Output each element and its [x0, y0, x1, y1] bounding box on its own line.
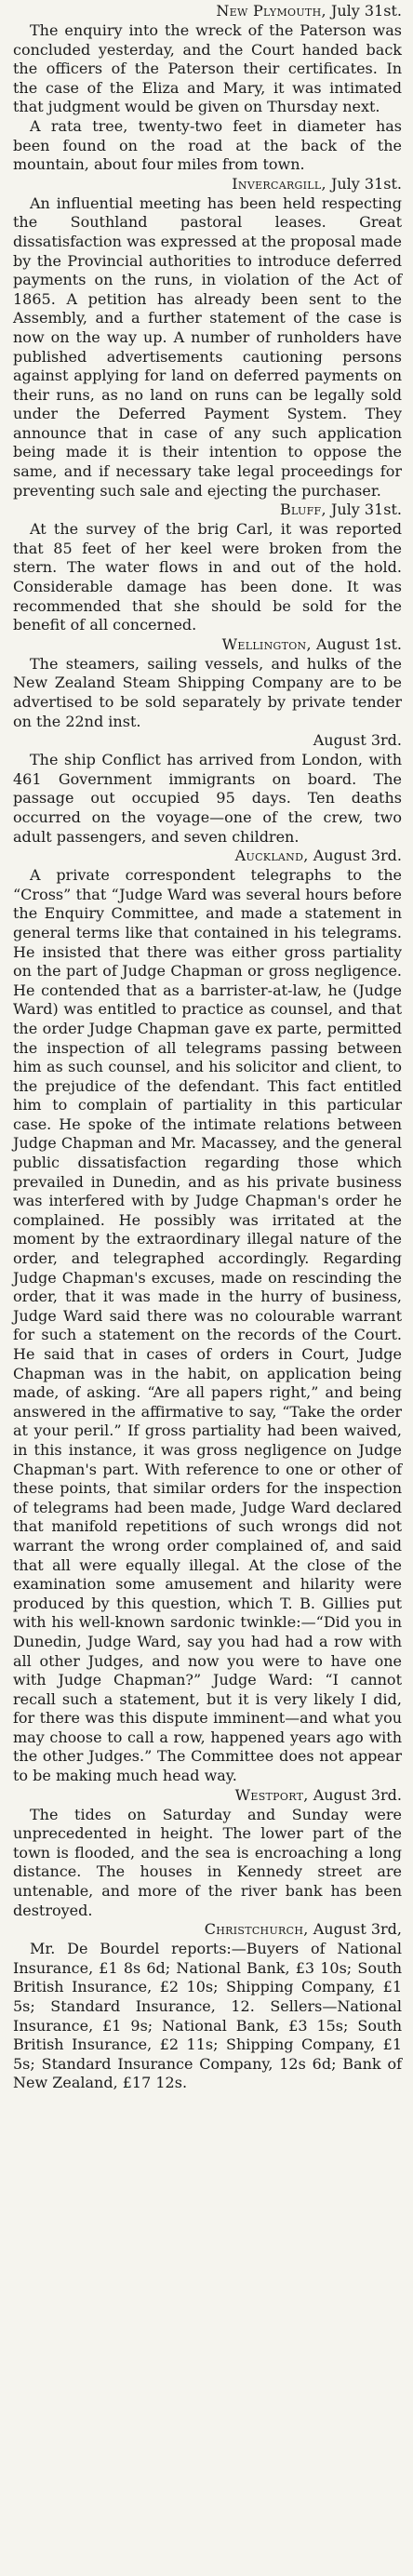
news-paragraph: At the survey of the brig Carl, it was reported that 85 feet of her keel were broken from the stern. The water flows in and out of the hold. Considerable damage has been done. It was recommended that she should be sold for the benefit of all concerned. — [13, 520, 402, 634]
dateline-date: July 31st. — [330, 2, 402, 20]
dateline — [13, 175, 402, 194]
news-paragraph: A rata tree, twenty-two feet in diameter has been found on the road at the back of the mountain, about four miles from town. — [13, 116, 402, 174]
dateline — [13, 501, 402, 519]
news-section-christchurch — [13, 1920, 402, 2093]
news-paragraph: The tides on Saturday and Sunday were unprecedented in height. The lower part of the town is flooded, and the sea is encroaching a long distance. The houses in Kennedy street are untenable, and more of the river bank has been destroyed. — [13, 1805, 402, 1919]
news-section-wellington — [13, 635, 402, 731]
news-paragraph: Mr. De Bourdel reports:—Buyers of National Insurance, £1 8s 6d; National Bank, £3 10s; South British Insurance, £2 10s; Shipping Company, £1 5s; Standard Insurance, 12. Sellers—National Insurance, £1 9s; National Bank, £3 15s; South British Insurance, £2 11s; Shipping Company, £1 5s; Standard Insurance Company, 12s 6d; Bank of New Zealand, £17 12s. — [13, 1940, 402, 2092]
news-paragraph: A private correspondent telegraphs to the “Cross” that “Judge Ward was several hours before the Enquiry Committee, and made a statement in general terms like that contained in his telegrams. He insisted that there was either gross partiality on the part of Judge Chapman or gross negligence. He contended that as a barrister-at-law, he (Judge Ward) was entitled to practice as counsel, and that the order Judge Chapman gave ex parte, permitted the inspection of all telegrams passing between him as such counsel, and his solicitor and client, to the prejudice of the defendant. This fact entitled him to complain of partiality in this particular case. He spoke of the intimate relations between Judge Chapman and Mr. Macassey, and the general public dissatisfaction regarding those which prevailed in Dunedin, and as his private business was interfered with by Judge Chapman's order he complained. He possibly was irritated at the moment by the extraordinary illegal nature of the order, and telegraphed accordingly. Regarding Judge Chapman's excuses, made on rescinding the order, that it was made in the hurry of business, Judge Ward said there was no colourable warrant for such a statement on the records of the Court. He said that in cases of orders in Court, Judge Chapman was in the habit, on application being made, of asking. “Are all papers right,” and being answered in the affirmative to say, “Take the order at your peril.” If gross partiality had been waived, in this instance, it was gross negligence on Judge Chapman's part. With reference to one or other of these points, that similar orders for the inspection of telegrams had been made, Judge Ward declared that manifold repetitions of such wrongs did not warrant the wrong order complained of, and said that all were equally illegal. At the close of the examination some amusement and hilarity were produced by this question, which T. B. Gillies put with his well-known sardonic twinkle:—“Did you in Dunedin, Judge Ward, say you had had a row with all other Judges, and now you were to have one with Judge Chapman?” Judge Ward: “I cannot recall such a statement, but it is very likely I did, for there was this dispute imminent—and what you may choose to call a row, happened years ago with the other Judges.” The Committee does not appear to be making much head way. — [13, 866, 402, 1785]
dateline-date: August 3rd. — [313, 731, 402, 750]
dateline — [13, 1786, 402, 1805]
dateline — [13, 635, 402, 654]
news-section-auckland — [13, 847, 402, 1786]
news-paragraph: The enquiry into the wreck of the Paterson was concluded yesterday, and the Court handed back the officers of the Paterson their certificates. In the case of the Eliza and Mary, it was intimated that judgment would be given on Thursday next. — [13, 21, 402, 116]
dateline-place: Bluff, — [279, 501, 326, 519]
news-section-westport — [13, 1786, 402, 1921]
dateline-place: Auckland, — [234, 847, 309, 865]
dateline — [13, 731, 402, 750]
dateline-place: New Plymouth, — [216, 2, 326, 20]
news-section-bluff — [13, 501, 402, 635]
dateline-place: Christchurch, — [204, 1920, 309, 1939]
dateline-date: August 3rd. — [313, 1785, 402, 1804]
news-paragraph: An influential meeting has been held respecting the Southland pastoral leases. Great dissatisfaction was expressed at the proposal made by the Provincial authorities to introduce deferred payments on the runs, in violation of the Act of 1865. A petition has already been sent to the Assembly, and a further statement of the case is now on the way up. A number of runholders have published advertisements cautioning persons against applying for land on deferred payments on their runs, as no land on runs can be legally sold under the Deferred Payment System. They announce that in case of any such application being made it is their intention to oppose the same, and if necessary take legal proceedings for preventing such sale and ejecting the purchaser. — [13, 194, 402, 500]
news-section-wellington-august-3 — [13, 731, 402, 847]
dateline — [13, 2, 402, 20]
dateline-date: July 31st. — [330, 174, 402, 193]
dateline-place: Westport, — [234, 1785, 309, 1804]
news-section-invercargill — [13, 175, 402, 501]
news-paragraph: The ship Conflict has arrived from London, with 461 Government immigrants on board. The passage out occupied 95 days. Ten deaths occurred on the voyage—one of the crew, two adult passengers, and seven children. — [13, 751, 402, 846]
dateline-date: August 3rd, — [313, 1920, 402, 1939]
dateline-date: August 3rd. — [313, 847, 402, 865]
news-paragraph: The steamers, sailing vessels, and hulks of the New Zealand Steam Shipping Company are to be advertised to be sold separately by private tender on the 22nd inst. — [13, 654, 402, 730]
news-section-new-plymouth — [13, 2, 402, 175]
dateline-date: July 31st. — [330, 501, 402, 519]
dateline-place: Invercargill, — [232, 174, 326, 193]
dateline — [13, 1920, 402, 1939]
dateline-place: Wellington, — [221, 634, 312, 653]
dateline-date: August 1st. — [315, 634, 402, 653]
dateline — [13, 847, 402, 865]
